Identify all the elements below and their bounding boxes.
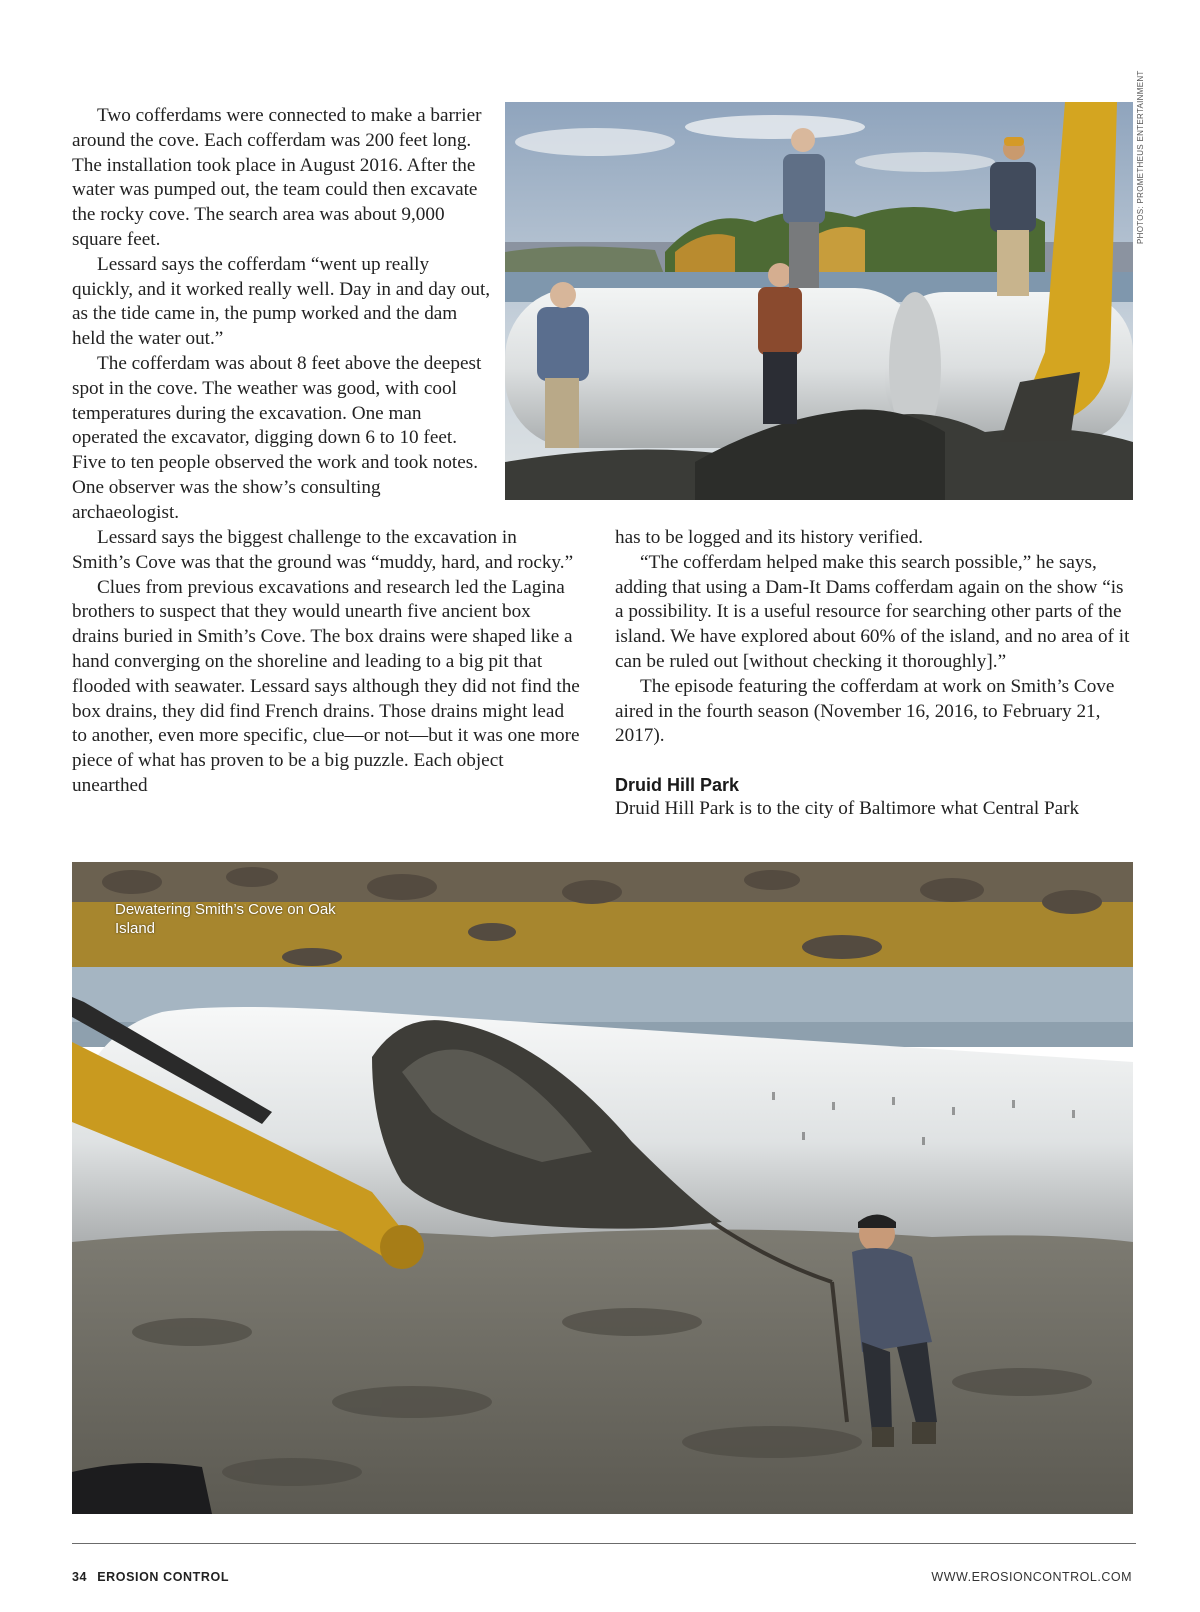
article-column-left-top <box>72 104 492 526</box>
body-paragraph: “The cofferdam helped make this search possible,” he says, adding that using a Dam-It Dams cofferdam again on the show “is a possibility. It is a useful resource for searching other parts of the island. We have explored about 60% of the island, and no area of it can be ruled out [without checking it thoroughly].” <box>615 551 1130 672</box>
body-paragraph: Druid Hill Park is to the city of Baltimore what Central Park <box>615 798 1080 820</box>
body-paragraph: Lessard says the biggest challenge to the excavation in Smith’s Cove was that the ground was “muddy, hard, and rocky.” <box>72 527 574 573</box>
body-paragraph: The episode featuring the cofferdam at work on Smith’s Cove aired in the fourth season (November 16, 2016, to February 21, 2017). <box>615 675 1115 747</box>
footer-url: WWW.EROSIONCONTROL.COM <box>931 1570 1132 1584</box>
footer-folio <box>72 1570 235 1584</box>
page-number: 34 <box>72 1570 88 1584</box>
excavator-mud-photo <box>72 862 1133 1514</box>
body-paragraph: Two cofferdams were connected to make a barrier around the cove. Each cofferdam was 200 feet long. The installation took place in August 2016. After the water was pumped out, the team could then excavate the rocky cove. The search area was about 9,000 square feet. <box>72 105 482 250</box>
body-paragraph: The cofferdam was about 8 feet above the deepest spot in the cove. The weather was good, with cool temperatures during the excavation. One man operated the excavator, digging down 6 to 10 feet. Five to ten people observed the work and took notes. One observer was the show’s consulting archaeologist. <box>72 352 482 523</box>
body-paragraph-continued: has to be logged and its history verified. <box>615 527 924 548</box>
body-paragraph: Clues from previous excavations and research led the Lagina brothers to suspect that they would unearth five ancient box drains buried in Smith’s Cove. The box drains were shaped like a hand converging on the shoreline and leading to a big pit that flooded with seawater. Lessard says although they did not find the box drains, they did find French drains. Those drains might lead to another, even more specific, clue—or not—but it was one more piece of what has proven to be a big puzzle. Each object unearthed <box>72 576 580 796</box>
cofferdam-observers-photo <box>505 102 1133 500</box>
magazine-name: EROSION CONTROL <box>97 1570 230 1584</box>
section-subhead: Druid Hill Park <box>615 775 740 796</box>
article-column-right <box>615 526 1135 822</box>
footer-divider <box>72 1543 1136 1544</box>
article-column-left-bottom <box>72 526 580 799</box>
photo-caption: Dewatering Smith’s Cove on Oak Island <box>115 901 336 937</box>
body-paragraph: Lessard says the cofferdam “went up really quickly, and it worked really well. Day in and day out, as the tide came in, the pump worked and the dam held the water out.” <box>72 253 491 350</box>
photo-credit: PHOTOS: PROMETHEUS ENTERTAINMENT <box>1136 70 1145 244</box>
